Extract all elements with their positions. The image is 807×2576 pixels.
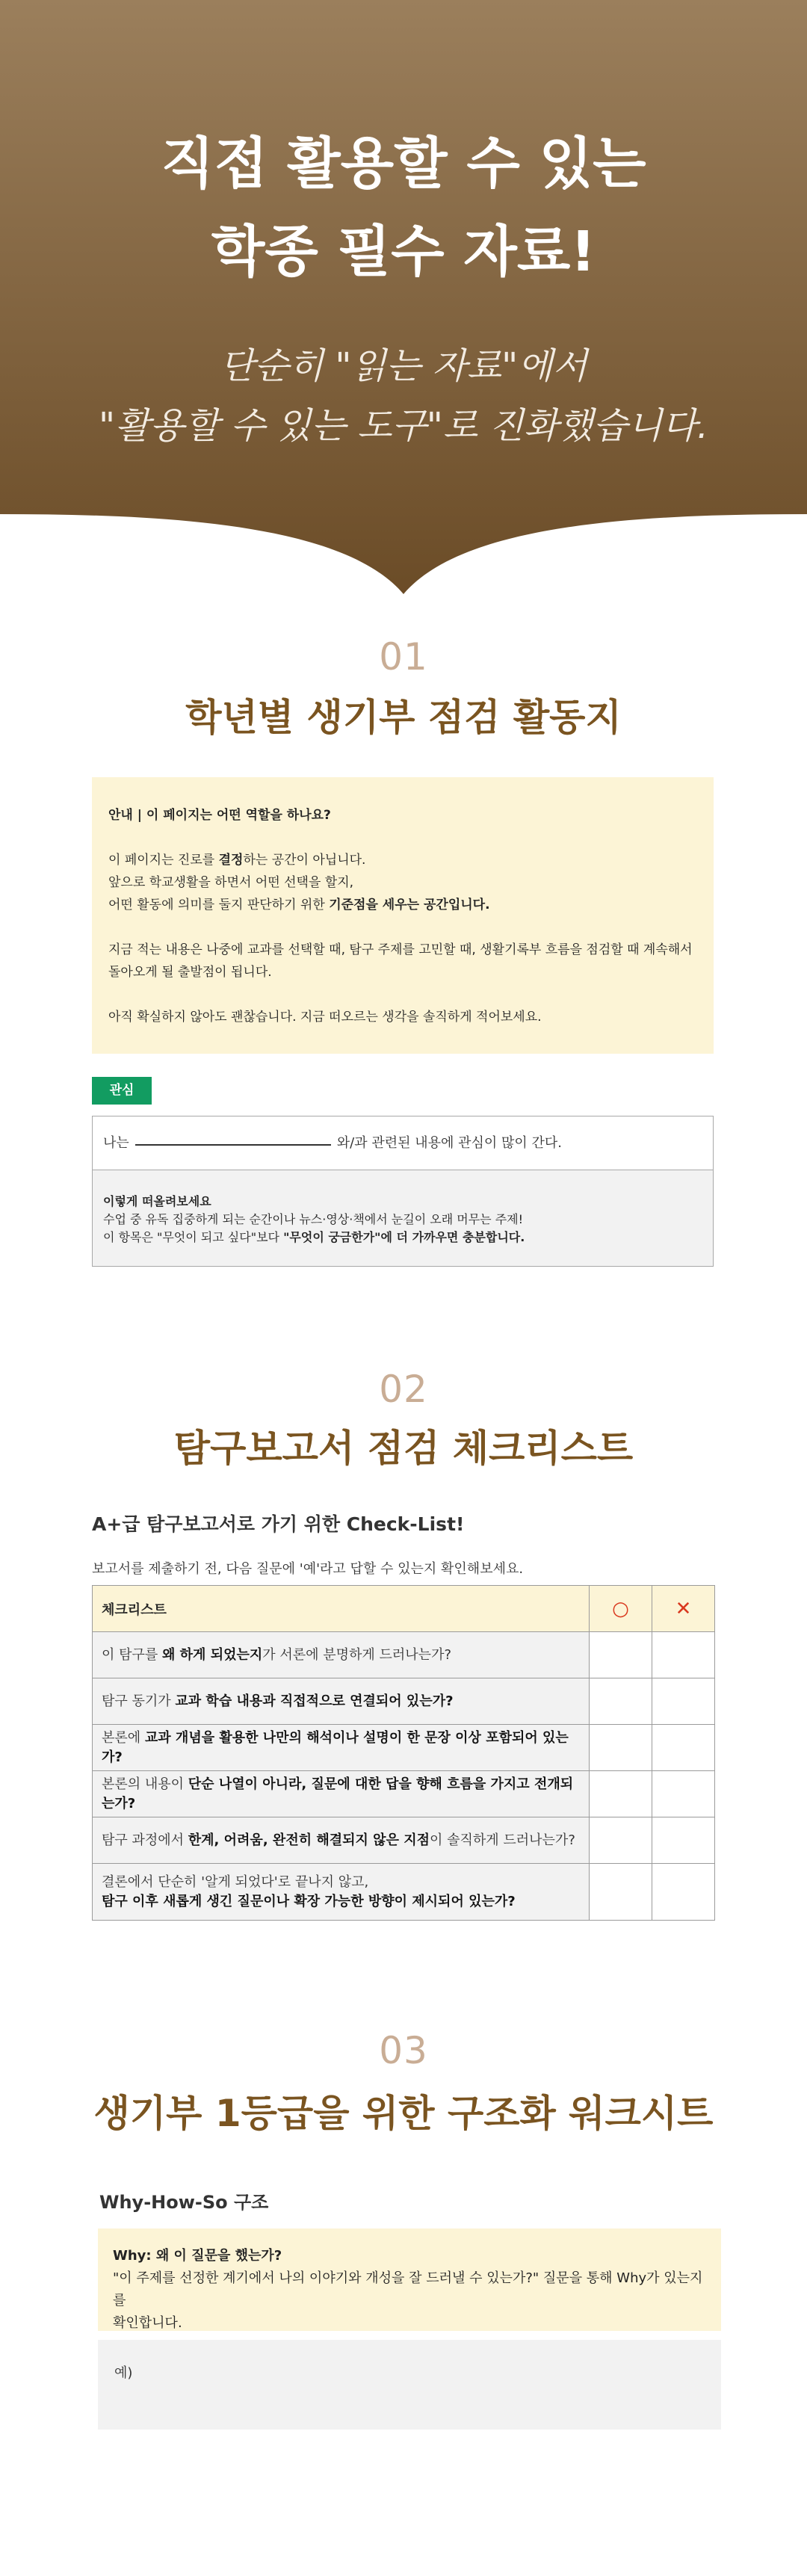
interest-tag: 관심 (92, 1077, 152, 1105)
checklist-question: 결론에서 단순히 '알게 되었다'로 끝나지 않고, 탐구 이후 새롭게 생긴 질문이나 확장 가능한 방향이 제시되어 있는가? (93, 1864, 590, 1921)
info-paragraph-4: 지금 적는 내용은 나중에 교과를 선택할 때, 탐구 주제를 고민할 때, 생활기록부 흐름을 점검할 때 계속해서 (108, 942, 693, 957)
section1-title: 학년별 생기부 점검 활동지 (185, 696, 622, 739)
hero-title-line2: 학종 필수 자료! (211, 220, 596, 284)
hero-background (0, 0, 807, 598)
answer-x-cell[interactable] (652, 1725, 715, 1771)
worksheet-heading: Why-How-So 구조 (99, 2192, 269, 2213)
checklist-table (92, 1585, 715, 1921)
answer-o-cell[interactable] (590, 1817, 652, 1864)
info-paragraph-2: 앞으로 학교생활을 하면서 어떤 선택을 할지, (108, 875, 354, 890)
answer-o-cell[interactable] (590, 1771, 652, 1817)
answer-o-cell[interactable] (590, 1725, 652, 1771)
example-input-box[interactable] (98, 2340, 721, 2430)
checklist-heading: A+급 탐구보고서로 가기 위한 Check-List! (92, 1513, 465, 1535)
info-paragraph-6: 아직 확실하지 않아도 괜찮습니다. 지금 떠오르는 생각을 솔직하게 적어보세요. (108, 1010, 542, 1025)
hint-title: 이렇게 떠올려보세요 (103, 1194, 211, 1208)
interest-prefix: 나는 (103, 1134, 129, 1151)
table-row (93, 1725, 715, 1771)
section3-number: 03 (379, 2029, 428, 2072)
info-paragraph-5: 돌아오게 될 출발점이 됩니다. (108, 965, 272, 980)
table-row (93, 1817, 715, 1864)
why-line2: 확인합니다. (113, 2315, 182, 2331)
hero-subtitle (0, 336, 807, 456)
checklist-description: 보고서를 제출하기 전, 다음 질문에 '예'라고 답할 수 있는지 확인해보세요. (92, 1561, 524, 1577)
answer-x-cell[interactable] (652, 1632, 715, 1678)
interest-blank-field[interactable] (135, 1135, 331, 1146)
info-heading: 안내 | 이 페이지는 어떤 역할을 하나요? (108, 808, 331, 823)
answer-x-cell[interactable] (652, 1678, 715, 1725)
circle-mark-header: ○ (590, 1586, 652, 1632)
interest-fill-row (93, 1116, 713, 1170)
answer-x-cell[interactable] (652, 1864, 715, 1921)
checklist-question: 본론에 교과 개념을 활용한 나만의 해석이나 설명이 한 문장 이상 포함되어 있는가? (93, 1725, 590, 1771)
table-row (93, 1771, 715, 1817)
hero-title (0, 120, 807, 296)
interest-box (92, 1116, 714, 1267)
interest-hint (93, 1170, 713, 1266)
checklist-question: 본론의 내용이 단순 나열이 아니라, 질문에 대한 답을 향해 흐름을 가지고 전개되는가? (93, 1771, 590, 1817)
hero-subtitle-line2: "활용할 수 있는 도구"로 진화했습니다. (99, 405, 708, 447)
table-row (93, 1632, 715, 1678)
example-label: 예) (114, 2365, 133, 2381)
why-line1: "이 주제를 선정한 계기에서 나의 이야기와 개성을 잘 드러낼 수 있는가?" 질문을 통해 Why가 있는지를 (113, 2270, 703, 2308)
table-row (93, 1864, 715, 1921)
hero-subtitle-line1: 단순히 "읽는 자료"에서 (220, 345, 587, 387)
answer-o-cell[interactable] (590, 1632, 652, 1678)
answer-o-cell[interactable] (590, 1864, 652, 1921)
hero-title-line1: 직접 활용할 수 있는 (161, 132, 646, 196)
info-paragraph-3: 어떤 활동에 의미를 둘지 판단하기 위한 기준점을 세우는 공간입니다. (108, 898, 490, 912)
why-box (98, 2228, 721, 2331)
section1-number: 01 (379, 635, 428, 679)
checklist-header-row (93, 1586, 715, 1632)
section2-title: 탐구보고서 점검 체크리스트 (173, 1427, 634, 1470)
checklist-question: 탐구 동기가 교과 학습 내용과 직접적으로 연결되어 있는가? (93, 1678, 590, 1725)
hint-line2: 이 항목은 "무엇이 되고 싶다"보다 "무엇이 궁금한가"에 더 가까우면 충분합니다. (103, 1230, 525, 1244)
answer-x-cell[interactable] (652, 1771, 715, 1817)
checklist-column-header: 체크리스트 (93, 1586, 590, 1632)
checklist-question: 이 탐구를 왜 하게 되었는지가 서론에 분명하게 드러나는가? (93, 1632, 590, 1678)
info-box (92, 777, 714, 1054)
answer-o-cell[interactable] (590, 1678, 652, 1725)
section2-number: 02 (379, 1368, 428, 1411)
answer-x-cell[interactable] (652, 1817, 715, 1864)
table-row (93, 1678, 715, 1725)
hero-banner (0, 0, 807, 598)
checklist-question: 탐구 과정에서 한계, 어려움, 완전히 해결되지 않은 지점이 솔직하게 드러나는가? (93, 1817, 590, 1864)
x-mark-header: ✕ (652, 1586, 715, 1632)
interest-suffix: 와/과 관련된 내용에 관심이 많이 간다. (336, 1134, 562, 1151)
section3-title: 생기부 1등급을 위한 구조화 워크시트 (93, 2092, 714, 2135)
info-paragraph-1: 이 페이지는 진로를 결정하는 공간이 아닙니다. (108, 853, 366, 868)
hint-line1: 수업 중 유독 집중하게 되는 순간이나 뉴스·영상·책에서 눈길이 오래 머무는 주제! (103, 1212, 524, 1226)
why-title: Why: 왜 이 질문을 했는가? (113, 2248, 282, 2264)
